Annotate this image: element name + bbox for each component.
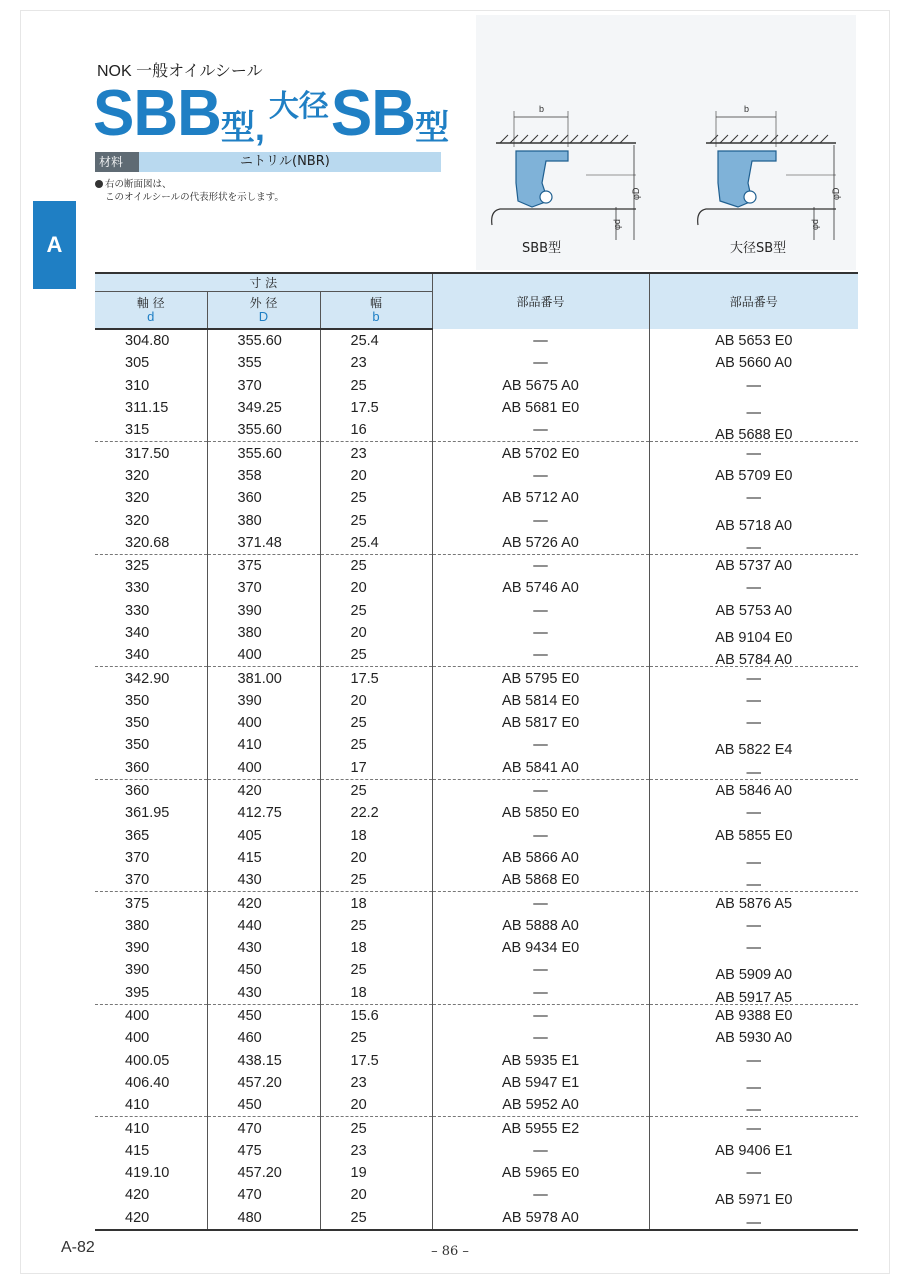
dim-b-label-2: b bbox=[744, 104, 750, 114]
outer-diameter-cell: 450 bbox=[207, 1004, 320, 1027]
table-row bbox=[95, 712, 858, 734]
part-number-sb-cell: — bbox=[649, 1117, 858, 1140]
outer-diameter-cell: 380 bbox=[207, 509, 320, 531]
part-number-sbb-cell: — bbox=[432, 509, 649, 531]
shaft-diameter-header: 軸 径 d bbox=[95, 292, 207, 330]
width-cell: 20 bbox=[320, 465, 432, 487]
part-number-sbb-cell: — bbox=[432, 1140, 649, 1162]
part-number-sbb-cell: AB 5850 E0 bbox=[432, 802, 649, 824]
width-cell: 17 bbox=[320, 757, 432, 780]
table-row bbox=[95, 690, 858, 712]
material-label: 材料 bbox=[95, 152, 139, 172]
table-row bbox=[95, 779, 858, 802]
shaft-diameter-cell: 400.05 bbox=[125, 1052, 170, 1069]
part-number-sbb-cell: AB 5935 E1 bbox=[432, 1050, 649, 1072]
part-number-sbb-cell: AB 5746 A0 bbox=[432, 577, 649, 599]
part-number-sbb-cell: AB 9434 E0 bbox=[432, 937, 649, 959]
part-number-sb-cell: — bbox=[649, 442, 858, 465]
width-cell: 18 bbox=[320, 937, 432, 959]
part-number-sb-cell: — bbox=[649, 1162, 858, 1184]
part-number-sb-cell: — bbox=[649, 577, 858, 599]
part-number-sb-cell: AB 5971 E0 bbox=[649, 1184, 858, 1206]
outer-diameter-cell: 470 bbox=[207, 1184, 320, 1206]
shaft-diameter-cell: 304.80 bbox=[125, 333, 170, 350]
part-number-sb-cell: — bbox=[649, 757, 858, 780]
table-row bbox=[95, 465, 858, 487]
part-number-sbb-cell: — bbox=[432, 352, 649, 374]
outer-diameter-cell: 390 bbox=[207, 690, 320, 712]
shaft-diameter-cell: 400 bbox=[125, 1008, 150, 1025]
title-sb: SB bbox=[330, 77, 416, 150]
part-number-sbb-cell: — bbox=[432, 1027, 649, 1049]
width-cell: 25 bbox=[320, 375, 432, 397]
table-row bbox=[95, 869, 858, 892]
shaft-diameter-cell: 360 bbox=[95, 757, 207, 780]
dim-D-label: φD bbox=[631, 187, 641, 200]
outer-diameter-cell: 438.15 bbox=[207, 1050, 320, 1072]
part-number-sb-cell: AB 5709 E0 bbox=[649, 465, 858, 487]
table-row bbox=[95, 622, 858, 644]
part-number-sb-cell: — bbox=[649, 1207, 858, 1230]
outer-diameter-cell: 480 bbox=[207, 1207, 320, 1230]
table-row bbox=[95, 937, 858, 959]
shaft-diameter-cell: 320 bbox=[125, 490, 150, 507]
outer-diameter-cell: 470 bbox=[207, 1117, 320, 1140]
width-cell: 18 bbox=[320, 982, 432, 1005]
shaft-diameter-cell: 400 bbox=[125, 1030, 150, 1047]
shaft-diameter-cell: 361.95 bbox=[125, 805, 170, 822]
outer-diameter-cell: 420 bbox=[207, 779, 320, 802]
cross-section-diagrams bbox=[476, 15, 856, 270]
part-number-sb-cell: — bbox=[649, 1050, 858, 1072]
width-cell: 20 bbox=[320, 622, 432, 644]
part-number-sb-cell: — bbox=[649, 1072, 858, 1094]
shaft-diameter-cell: 420 bbox=[95, 1207, 207, 1230]
outer-diameter-cell: 370 bbox=[207, 577, 320, 599]
part-number-sbb-cell: — bbox=[432, 734, 649, 756]
shaft-diameter-cell: 395 bbox=[95, 982, 207, 1005]
width-cell: 25 bbox=[320, 600, 432, 622]
shaft-diameter-cell: 350 bbox=[125, 692, 150, 709]
outer-diameter-cell: 371.48 bbox=[207, 532, 320, 555]
part-number-sbb-cell: — bbox=[432, 600, 649, 622]
table-row bbox=[95, 1072, 858, 1094]
part-number-sb-cell: — bbox=[649, 532, 858, 555]
outer-diameter-cell: 400 bbox=[207, 757, 320, 780]
part-number-sb-cell: — bbox=[649, 1094, 858, 1117]
part-number-sbb-cell: — bbox=[432, 1184, 649, 1206]
table-row bbox=[95, 757, 858, 780]
part-number-sbb-cell: AB 5675 A0 bbox=[432, 375, 649, 397]
width-cell: 23 bbox=[320, 1140, 432, 1162]
width-cell: 25 bbox=[320, 959, 432, 981]
part-number-sbb-cell: — bbox=[432, 554, 649, 577]
part-number-sbb-cell: — bbox=[432, 1004, 649, 1027]
width-cell: 23 bbox=[320, 352, 432, 374]
shaft-diameter-cell: 310 bbox=[125, 377, 150, 394]
part-number-sbb-cell: — bbox=[432, 982, 649, 1005]
part-number-sb-cell: AB 5930 A0 bbox=[649, 1027, 858, 1049]
outer-diameter-cell: 375 bbox=[207, 554, 320, 577]
part-number-sb-cell: AB 5660 A0 bbox=[649, 352, 858, 374]
material-value: ニトリル(NBR) bbox=[240, 154, 330, 169]
outer-diameter-cell: 370 bbox=[207, 375, 320, 397]
part-number-sb-cell: AB 5653 E0 bbox=[649, 329, 858, 352]
note-line-2: このオイルシールの代表形状を示します。 bbox=[105, 192, 284, 203]
large-sb-diagram bbox=[686, 15, 856, 240]
width-cell: 25.4 bbox=[320, 532, 432, 555]
outer-diameter-cell: 420 bbox=[207, 892, 320, 915]
outer-diameter-header: 外 径 D bbox=[207, 292, 320, 330]
part-number-sb-cell: — bbox=[649, 375, 858, 397]
part-number-sb-cell: — bbox=[649, 712, 858, 734]
outer-diameter-cell: 412.75 bbox=[207, 802, 320, 824]
width-cell: 20 bbox=[320, 1094, 432, 1117]
table-row bbox=[95, 600, 858, 622]
table-row bbox=[95, 667, 858, 690]
table-row bbox=[95, 1207, 858, 1230]
shaft-diameter-cell: 330 bbox=[125, 580, 150, 597]
shaft-diameter-cell: 320 bbox=[125, 467, 150, 484]
part-number-sb-cell: AB 5688 E0 bbox=[649, 419, 858, 442]
shaft-diameter-cell: 315 bbox=[95, 419, 207, 442]
part-number-header-2: 部品番号 bbox=[649, 273, 858, 329]
shaft-diameter-cell: 415 bbox=[125, 1142, 150, 1159]
part-number-sb-cell: — bbox=[649, 847, 858, 869]
width-cell: 25 bbox=[320, 1117, 432, 1140]
outer-diameter-cell: 440 bbox=[207, 915, 320, 937]
part-number-sb-cell: — bbox=[649, 397, 858, 419]
outer-diameter-cell: 430 bbox=[207, 937, 320, 959]
width-cell: 18 bbox=[320, 892, 432, 915]
part-number-sb-cell: — bbox=[649, 667, 858, 690]
width-cell: 25 bbox=[320, 554, 432, 577]
width-cell: 17.5 bbox=[320, 667, 432, 690]
part-number-sb-cell: AB 5846 A0 bbox=[649, 779, 858, 802]
shaft-diameter-cell: 365 bbox=[125, 827, 150, 844]
shaft-diameter-cell: 330 bbox=[125, 602, 150, 619]
shaft-diameter-cell: 360 bbox=[125, 783, 150, 800]
shaft-diameter-cell: 311.15 bbox=[125, 400, 169, 417]
outer-diameter-cell: 405 bbox=[207, 825, 320, 847]
outer-diameter-cell: 355.60 bbox=[207, 442, 320, 465]
part-number-sb-cell: — bbox=[649, 869, 858, 892]
outer-diameter-cell: 400 bbox=[207, 644, 320, 667]
outer-diameter-cell: 457.20 bbox=[207, 1072, 320, 1094]
outer-diameter-cell: 355 bbox=[207, 352, 320, 374]
part-number-sbb-cell: — bbox=[432, 622, 649, 644]
sbb-diagram bbox=[476, 15, 656, 240]
outer-diameter-cell: 355.60 bbox=[207, 329, 320, 352]
outer-diameter-cell: 475 bbox=[207, 1140, 320, 1162]
table-row bbox=[95, 644, 858, 667]
shaft-diameter-cell: 340 bbox=[95, 644, 207, 667]
shaft-diameter-cell: 340 bbox=[125, 625, 150, 641]
width-cell: 25.4 bbox=[320, 329, 432, 352]
part-number-sbb-cell: AB 5965 E0 bbox=[432, 1162, 649, 1184]
part-number-sbb-cell: AB 5712 A0 bbox=[432, 487, 649, 509]
dim-d-label: φd bbox=[612, 219, 622, 230]
bullet-icon bbox=[95, 180, 103, 188]
width-cell: 23 bbox=[320, 442, 432, 465]
shaft-diameter-cell: 305 bbox=[125, 355, 150, 372]
outer-diameter-cell: 349.25 bbox=[207, 397, 320, 419]
width-cell: 18 bbox=[320, 825, 432, 847]
shaft-diameter-cell: 350 bbox=[125, 715, 150, 732]
width-cell: 20 bbox=[320, 847, 432, 869]
shaft-diameter-cell: 390 bbox=[125, 940, 150, 957]
outer-diameter-cell: 410 bbox=[207, 734, 320, 756]
table-row bbox=[95, 487, 858, 509]
shaft-diameter-cell: 350 bbox=[125, 737, 150, 754]
table-row bbox=[95, 1184, 858, 1206]
table-row bbox=[95, 825, 858, 847]
outer-diameter-cell: 430 bbox=[207, 869, 320, 892]
shaft-diameter-cell: 419.10 bbox=[125, 1165, 170, 1182]
part-number-sb-cell: AB 5784 A0 bbox=[649, 644, 858, 667]
part-number-sb-cell: AB 5855 E0 bbox=[649, 825, 858, 847]
cross-section-note bbox=[95, 178, 284, 204]
table-row bbox=[95, 1117, 858, 1140]
part-number-header-1: 部品番号 bbox=[432, 273, 649, 329]
outer-diameter-cell: 355.60 bbox=[207, 419, 320, 442]
width-cell: 17.5 bbox=[320, 397, 432, 419]
title-sbb: SBB bbox=[93, 77, 221, 150]
shaft-diameter-cell: 325 bbox=[125, 558, 150, 575]
title-type-2: 型 bbox=[415, 108, 450, 148]
shaft-diameter-cell: 380 bbox=[125, 917, 150, 934]
large-sb-diagram-label: 大径SB型 bbox=[730, 241, 787, 256]
width-cell: 23 bbox=[320, 1072, 432, 1094]
part-number-sbb-cell: — bbox=[432, 419, 649, 442]
part-number-sb-cell: — bbox=[649, 487, 858, 509]
section-tab: A bbox=[33, 201, 76, 289]
part-number-sb-cell: — bbox=[649, 802, 858, 824]
width-cell: 15.6 bbox=[320, 1004, 432, 1027]
part-number-sbb-cell: — bbox=[432, 892, 649, 915]
table-row bbox=[95, 892, 858, 915]
table-row bbox=[95, 1004, 858, 1027]
part-number-sbb-cell: — bbox=[432, 644, 649, 667]
part-number-sb-cell: AB 5909 A0 bbox=[649, 959, 858, 981]
width-cell: 25 bbox=[320, 509, 432, 531]
part-number-sb-cell: AB 5753 A0 bbox=[649, 600, 858, 622]
width-cell: 19 bbox=[320, 1162, 432, 1184]
part-number-sbb-cell: AB 5681 E0 bbox=[432, 397, 649, 419]
outer-diameter-cell: 450 bbox=[207, 1094, 320, 1117]
table-row bbox=[95, 419, 858, 442]
part-number-sb-cell: AB 5737 A0 bbox=[649, 554, 858, 577]
table-row bbox=[95, 1094, 858, 1117]
width-cell: 25 bbox=[320, 915, 432, 937]
width-cell: 25 bbox=[320, 487, 432, 509]
part-number-sb-cell: — bbox=[649, 690, 858, 712]
part-number-sbb-cell: AB 5814 E0 bbox=[432, 690, 649, 712]
dim-d-label-2: φd bbox=[810, 219, 820, 230]
width-cell: 25 bbox=[320, 869, 432, 892]
table-row bbox=[95, 554, 858, 577]
part-number-sbb-cell: — bbox=[432, 825, 649, 847]
part-number-sbb-cell: AB 5795 E0 bbox=[432, 667, 649, 690]
page-title bbox=[93, 78, 449, 150]
page-code: A-82 bbox=[61, 1239, 95, 1256]
table-row bbox=[95, 375, 858, 397]
table-row bbox=[95, 847, 858, 869]
part-number-sbb-cell: AB 5978 A0 bbox=[432, 1207, 649, 1230]
table-row bbox=[95, 532, 858, 555]
table-row bbox=[95, 1027, 858, 1049]
dimension-group-header: 寸 法 bbox=[95, 273, 432, 292]
part-number-sbb-cell: AB 5955 E2 bbox=[432, 1117, 649, 1140]
table-row bbox=[95, 1162, 858, 1184]
table-row bbox=[95, 577, 858, 599]
shaft-diameter-cell: 390 bbox=[125, 962, 150, 979]
part-number-sbb-cell: AB 5702 E0 bbox=[432, 442, 649, 465]
table-row bbox=[95, 982, 858, 1005]
sbb-diagram-label: SBB型 bbox=[522, 241, 562, 256]
part-number-sbb-cell: — bbox=[432, 329, 649, 352]
outer-diameter-cell: 457.20 bbox=[207, 1162, 320, 1184]
part-number-sb-cell: — bbox=[649, 937, 858, 959]
shaft-diameter-cell: 406.40 bbox=[125, 1074, 170, 1091]
width-cell: 25 bbox=[320, 644, 432, 667]
part-number-sbb-cell: AB 5817 E0 bbox=[432, 712, 649, 734]
width-cell: 25 bbox=[320, 779, 432, 802]
outer-diameter-cell: 390 bbox=[207, 600, 320, 622]
dim-D-label-2: φD bbox=[831, 187, 841, 200]
width-cell: 20 bbox=[320, 577, 432, 599]
width-cell: 25 bbox=[320, 1027, 432, 1049]
width-cell: 25 bbox=[320, 734, 432, 756]
table-row bbox=[95, 509, 858, 531]
part-number-sbb-cell: AB 5866 A0 bbox=[432, 847, 649, 869]
width-cell: 17.5 bbox=[320, 1050, 432, 1072]
part-number-sbb-cell: — bbox=[432, 465, 649, 487]
page-number: – 86 – bbox=[431, 1244, 469, 1259]
table-row bbox=[95, 915, 858, 937]
outer-diameter-cell: 450 bbox=[207, 959, 320, 981]
part-number-sbb-cell: — bbox=[432, 779, 649, 802]
shaft-diameter-cell: 370 bbox=[125, 849, 150, 866]
note-line-1: 右の断面図は、 bbox=[105, 179, 172, 190]
table-row bbox=[95, 802, 858, 824]
outer-diameter-cell: 358 bbox=[207, 465, 320, 487]
part-number-sb-cell: AB 9104 E0 bbox=[649, 622, 858, 644]
outer-diameter-cell: 415 bbox=[207, 847, 320, 869]
outer-diameter-cell: 380 bbox=[207, 622, 320, 644]
shaft-diameter-cell: 420 bbox=[125, 1187, 150, 1204]
table-row bbox=[95, 959, 858, 981]
shaft-diameter-cell: 320.68 bbox=[95, 532, 207, 555]
dimension-table bbox=[95, 272, 858, 1231]
shaft-diameter-cell: 410 bbox=[95, 1094, 207, 1117]
table-row bbox=[95, 442, 858, 465]
series-name: NOK 一般オイルシール bbox=[97, 63, 263, 80]
part-number-sbb-cell: AB 5868 E0 bbox=[432, 869, 649, 892]
part-number-sb-cell: — bbox=[649, 915, 858, 937]
width-cell: 22.2 bbox=[320, 802, 432, 824]
outer-diameter-cell: 360 bbox=[207, 487, 320, 509]
material-bar bbox=[95, 152, 441, 172]
width-cell: 16 bbox=[320, 419, 432, 442]
dim-b-label: b bbox=[539, 104, 545, 114]
part-number-sb-cell: AB 5718 A0 bbox=[649, 509, 858, 531]
shaft-diameter-cell: 410 bbox=[125, 1120, 150, 1137]
table-row bbox=[95, 734, 858, 756]
part-number-sb-cell: AB 5876 A5 bbox=[649, 892, 858, 915]
part-number-sbb-cell: AB 5841 A0 bbox=[432, 757, 649, 780]
part-number-sbb-cell: — bbox=[432, 959, 649, 981]
shaft-diameter-cell: 370 bbox=[95, 869, 207, 892]
table-row bbox=[95, 1050, 858, 1072]
outer-diameter-cell: 400 bbox=[207, 712, 320, 734]
part-number-sbb-cell: AB 5952 A0 bbox=[432, 1094, 649, 1117]
shaft-diameter-cell: 375 bbox=[125, 895, 150, 912]
width-cell: 25 bbox=[320, 712, 432, 734]
width-header: 幅 b bbox=[320, 292, 432, 330]
part-number-sbb-cell: AB 5888 A0 bbox=[432, 915, 649, 937]
part-number-sb-cell: AB 5822 E4 bbox=[649, 734, 858, 756]
shaft-diameter-cell: 342.90 bbox=[125, 670, 170, 687]
title-large-diameter: 大径 bbox=[268, 89, 329, 124]
width-cell: 20 bbox=[320, 1184, 432, 1206]
title-type-1: 型 bbox=[220, 108, 255, 148]
table-row bbox=[95, 352, 858, 374]
shaft-diameter-cell: 320 bbox=[125, 512, 150, 529]
width-cell: 25 bbox=[320, 1207, 432, 1230]
part-number-sb-cell: AB 5917 A5 bbox=[649, 982, 858, 1005]
part-number-sb-cell: AB 9388 E0 bbox=[649, 1004, 858, 1027]
table-row bbox=[95, 329, 858, 352]
part-number-sb-cell: AB 9406 E1 bbox=[649, 1140, 858, 1162]
shaft-diameter-cell: 317.50 bbox=[125, 445, 170, 462]
outer-diameter-cell: 460 bbox=[207, 1027, 320, 1049]
width-cell: 20 bbox=[320, 690, 432, 712]
part-number-sbb-cell: AB 5726 A0 bbox=[432, 532, 649, 555]
outer-diameter-cell: 381.00 bbox=[207, 667, 320, 690]
title-comma: , bbox=[254, 107, 265, 148]
outer-diameter-cell: 430 bbox=[207, 982, 320, 1005]
part-number-sbb-cell: AB 5947 E1 bbox=[432, 1072, 649, 1094]
table-row bbox=[95, 1140, 858, 1162]
table-row bbox=[95, 397, 858, 419]
